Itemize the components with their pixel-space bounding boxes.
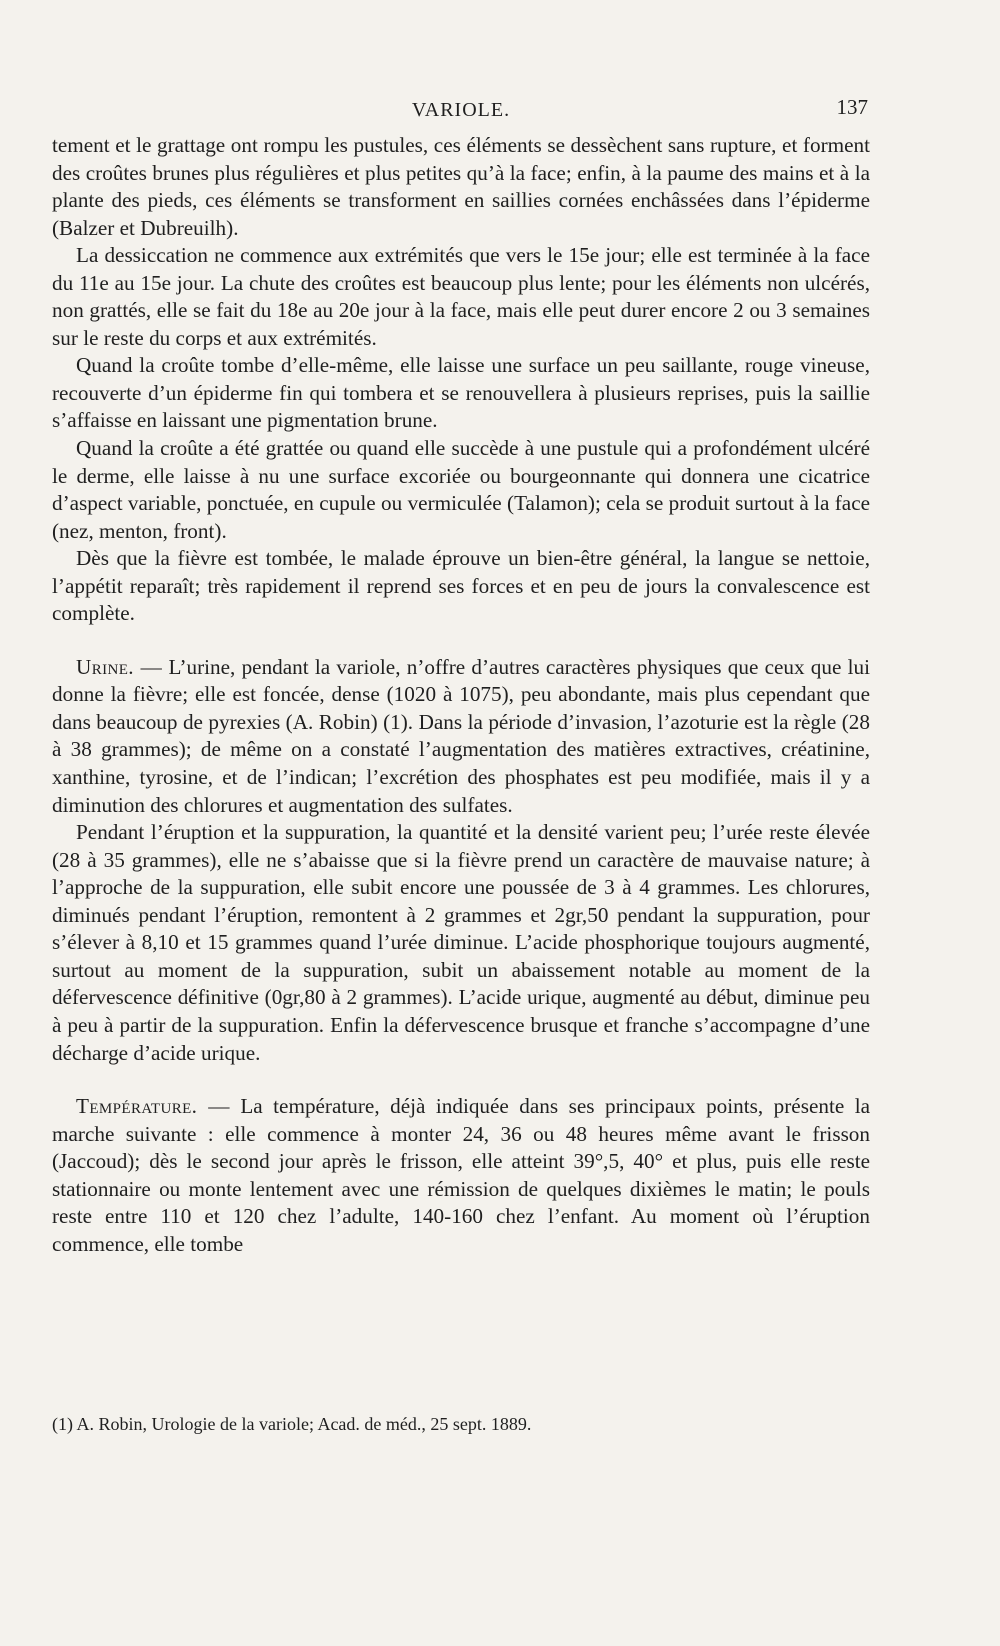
running-header bbox=[54, 95, 868, 125]
section-urine bbox=[52, 654, 870, 819]
paragraph-convalescence: Dès que la fièvre est tombée, le malade éprouve un bien-être général, la langue se nettoie, l’appétit reparaît; très rapidement il reprend ses forces et en peu de jours la convalescence est complète. bbox=[52, 546, 870, 626]
page-number: 137 bbox=[836, 95, 868, 119]
section-heading-temperature: Température. — bbox=[76, 1094, 230, 1119]
footnote: (1) A. Robin, Urologie de la variole; Acad. de méd., 25 sept. 1889. bbox=[52, 1414, 532, 1434]
running-title: VARIOLE. bbox=[411, 98, 511, 121]
urine-text: L’urine, pendant la variole, n’offre d’autres caractères physiques que ceux que lui donne la fièvre; elle est foncée, dense (1020 à 1075), peu abondante, mais plus cependant que dans beaucoup de pyrexies (A. Robin) (1). Dans la période d’invasion, l’azoturie est la règle (28 à 38 grammes); de même on a constaté l’augmentation des matières extractives, créatinine, xanthine, tyrosine, et de l’indican; l’excrétion des phosphates est peu modifiée, mais il y a diminution des chlorures et augmentation des sulfates. bbox=[52, 654, 871, 817]
temperature-text: La température, déjà indiquée dans ses principaux points, présente la marche suivante : elle commence à monter 24, 36 ou 48 heures même avant le frisson (Jaccoud); dès le second jour après le frisson, elle atteint 39°,5, 40° et plus, puis elle reste stationnaire ou monte lentement avec une rémission de quelques dixièmes le matin; le pouls reste entre 110 et 120 chez l’adulte, 140-160 chez l’enfant. Au moment où l’éruption commence, elle tombe bbox=[52, 1094, 871, 1256]
urine-text-second: Pendant l’éruption et la suppuration, la quantité et la densité varient peu; l’urée reste élevée (28 à 35 grammes), elle ne s’abaisse que si la fièvre prend un caractère de mauvaise nature; à l’approche de la suppuration, elle subit encore une poussée de 3 à 4 grammes. Les chlorures, diminués pendant l’éruption, remontent à 2 grammes et 2gr,50 pendant la suppuration, pour s’élever à 8,10 et 15 grammes quand l’urée diminue. L’acide phosphorique toujours augmenté, surtout au moment de la suppuration, subit un abaissement notable au moment de la défervescence définitive (0gr,80 à 2 grammes). L’acide urique, augmenté au début, diminue peu à peu à partir de la suppuration. Enfin la défervescence brusque et franche s’accompagne d’une décharge d’acide urique. bbox=[52, 820, 870, 1065]
section-temperature bbox=[52, 1093, 870, 1258]
section-heading-urine: Urine. — bbox=[76, 654, 163, 679]
paragraph-dessiccation: La dessiccation ne commence aux extrémités que vers le 15e jour; elle est terminée à la face du 11e au 15e jour. La chute des croûtes est beaucoup plus lente; pour les éléments non ulcérés, non grattés, elle se fait du 18e au 20e jour à la face, mais elle peut durer encore 2 ou 3 semaines sur le reste du corps et aux extrémités. bbox=[52, 243, 870, 350]
paragraph-crust-fall: Quand la croûte tombe d’elle-même, elle laisse une surface un peu saillante, rouge vineuse, recouverte d’un épiderme fin qui tombera et se renouvellera à plusieurs reprises, puis la saillie s’affaisse en laissant une pigmentation brune. bbox=[52, 353, 870, 433]
paragraph-scar: Quand la croûte a été grattée ou quand elle succède à une pustule qui a profondément ulcéré le derme, elle laisse à nu une surface excoriée ou bourgeonnante qui donnera une cicatrice d’aspect variable, ponctuée, en cupule ou vermiculée (Talamon); cela se produit surtout à la face (nez, menton, front). bbox=[52, 436, 870, 543]
main-text bbox=[52, 132, 870, 1258]
paragraph-continuation: tement et le grattage ont rompu les pustules, ces éléments se dessèchent sans rupture, et forment des croûtes brunes plus régulières et plus petites qu’à la face; enfin, à la paume des mains et à la plante des pieds, ces éléments se transforment en saillies cornées enchâssées dans l’épiderme (Balzer et Dubreuilh). bbox=[52, 133, 870, 240]
